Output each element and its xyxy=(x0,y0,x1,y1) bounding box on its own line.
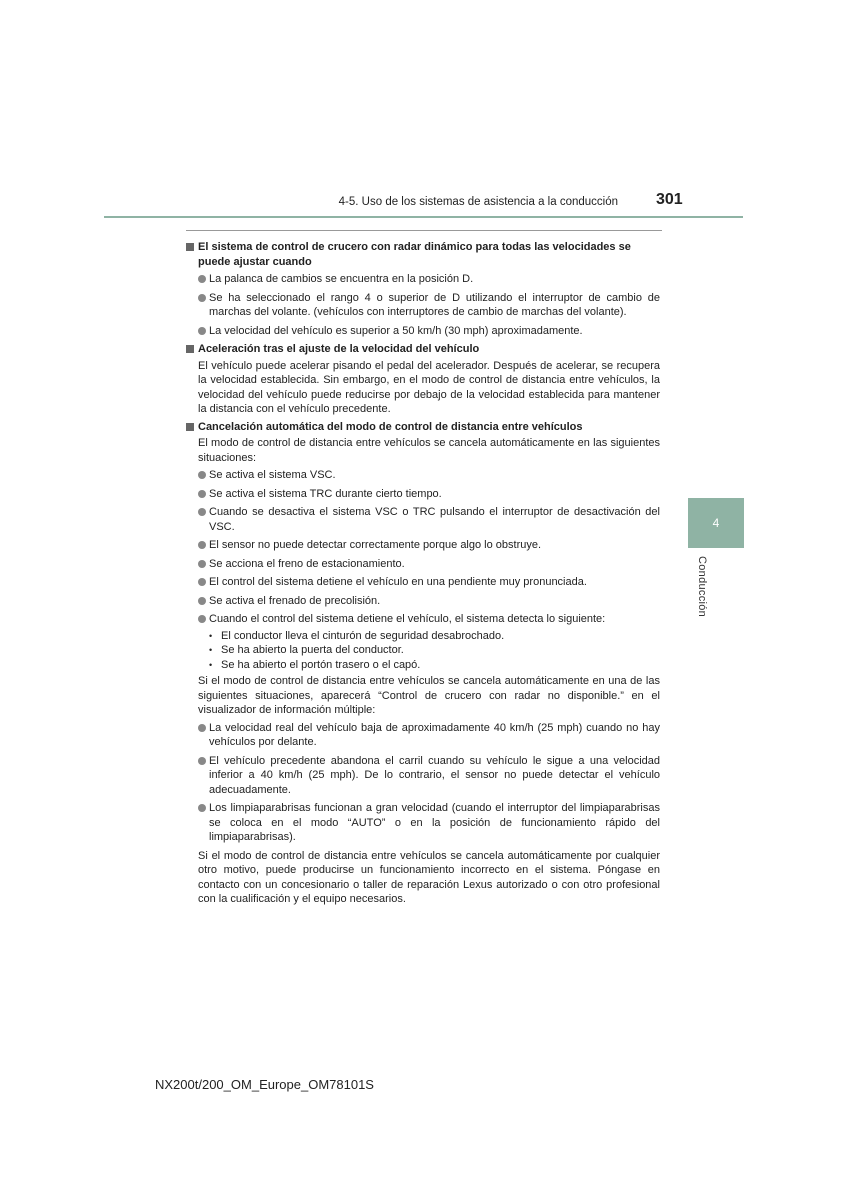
header-rule xyxy=(104,216,743,218)
section-title: Cancelación automática del modo de control de distancia entre vehículos xyxy=(198,420,583,433)
list-item: • El conductor lleva el cinturón de seguridad desabrochado. xyxy=(209,629,505,642)
list-item: Se activa el sistema TRC durante cierto tiempo. xyxy=(198,487,660,502)
chapter-label: Conducción xyxy=(696,556,708,618)
circle-bullet-icon xyxy=(198,724,206,732)
chapter-number: 4 xyxy=(712,516,720,530)
circle-bullet-icon xyxy=(198,327,206,335)
circle-bullet-icon xyxy=(198,615,206,623)
bullet-list xyxy=(198,721,660,845)
square-bullet-icon xyxy=(186,423,194,431)
circle-bullet-icon xyxy=(198,490,206,498)
footer-doc-code: NX200t/200_OM_Europe_OM78101S xyxy=(155,1077,374,1092)
small-bullet-icon: • xyxy=(209,645,213,655)
paragraph: El vehículo puede acelerar pisando el pedal del acelerador. Después de acelerar, se recupera la velocidad establecida. Sin embargo, en el modo de control de distancia entre vehículos, la velocidad del vehículo puede reducirse por debajo de la velocidad establecida para mantener la distancia con el vehículo precedente. xyxy=(198,359,660,415)
list-item: • Se ha abierto el portón trasero o el capó. xyxy=(209,658,421,671)
circle-bullet-icon xyxy=(198,804,206,812)
page-content xyxy=(186,238,660,910)
section-heading xyxy=(186,420,660,435)
circle-bullet-icon xyxy=(198,471,206,479)
circle-bullet-icon xyxy=(198,578,206,586)
list-item: Los limpiaparabrisas funcionan a gran velocidad (cuando el interruptor del limpiaparabrisas se coloca en el modo “AUTO” o en la posición de funcionamiento rápido del limpiaparabrisas). xyxy=(198,801,660,845)
chapter-tab xyxy=(688,498,744,548)
circle-bullet-icon xyxy=(198,757,206,765)
list-item: La palanca de cambios se encuentra en la posición D. xyxy=(198,272,660,287)
sub-bullet-list xyxy=(209,629,660,673)
section-title: El sistema de control de crucero con radar dinámico para todas las velocidades se puede ajustar cuando xyxy=(198,241,631,268)
bullet-list xyxy=(198,272,660,338)
paragraph: Si el modo de control de distancia entre vehículos se cancela automáticamente por cualquier otro motivo, puede producirse un funcionamiento incorrecto en el sistema. Póngase en contacto con un concesionario o taller de reparación Lexus autorizado o con otro profesional con la cualificación y el equipo necesarios. xyxy=(198,849,660,905)
list-item: El vehículo precedente abandona el carril cuando su vehículo le sigue a una velocidad inferior a 40 km/h (25 mph). De lo contrario, el sensor no puede detectar el vehículo adecuadamente. xyxy=(198,754,660,798)
circle-bullet-icon xyxy=(198,597,206,605)
section-heading xyxy=(186,342,660,357)
list-item: Se activa el frenado de precolisión. xyxy=(198,594,660,609)
list-item: Se activa el sistema VSC. xyxy=(198,468,660,483)
small-bullet-icon: • xyxy=(209,630,213,641)
list-item: Se ha seleccionado el rango 4 o superior de D utilizando el interruptor de cambio de marchas del volante. (vehículos con interruptores de cambio de marchas del volante). xyxy=(198,291,660,320)
section-acceleration xyxy=(186,342,660,417)
bullet-list xyxy=(198,468,660,627)
section-heading xyxy=(186,240,660,269)
header-section-title: 4-5. Uso de los sistemas de asistencia a la conducción xyxy=(338,196,618,208)
square-bullet-icon xyxy=(186,345,194,353)
list-item: Cuando se desactiva el sistema VSC o TRC pulsando el interruptor de desactivación del VSC. xyxy=(198,505,660,534)
square-bullet-icon xyxy=(186,243,194,251)
section-auto-cancel xyxy=(186,420,660,907)
circle-bullet-icon xyxy=(198,275,206,283)
paragraph: El modo de control de distancia entre vehículos se cancela automáticamente en las siguientes situaciones: xyxy=(198,437,660,464)
page-number: 301 xyxy=(656,191,683,208)
circle-bullet-icon xyxy=(198,541,206,549)
paragraph: Si el modo de control de distancia entre vehículos se cancela automáticamente en una de las siguientes situaciones, aparecerá “Control de crucero con radar no disponible.” en el visualizador de información múltiple: xyxy=(198,675,660,716)
list-item: La velocidad real del vehículo baja de aproximadamente 40 km/h (25 mph) cuando no hay vehículos por delante. xyxy=(198,721,660,750)
small-bullet-icon: • xyxy=(209,659,213,670)
top-rule xyxy=(186,230,662,231)
circle-bullet-icon xyxy=(198,294,206,302)
circle-bullet-icon xyxy=(198,508,206,516)
list-item: • Se ha abierto la puerta del conductor. xyxy=(209,644,404,656)
list-item: Se acciona el freno de estacionamiento. xyxy=(198,557,660,572)
section-title: Aceleración tras el ajuste de la velocidad del vehículo xyxy=(198,343,480,355)
list-item: El control del sistema detiene el vehículo en una pendiente muy pronunciada. xyxy=(198,575,660,590)
list-item: La velocidad del vehículo es superior a 50 km/h (30 mph) aproximadamente. xyxy=(198,324,660,339)
section-conditions xyxy=(186,240,660,338)
list-item: Cuando el control del sistema detiene el vehículo, el sistema detecta lo siguiente: xyxy=(198,612,660,627)
circle-bullet-icon xyxy=(198,560,206,568)
list-item: El sensor no puede detectar correctamente porque algo lo obstruye. xyxy=(198,538,660,553)
